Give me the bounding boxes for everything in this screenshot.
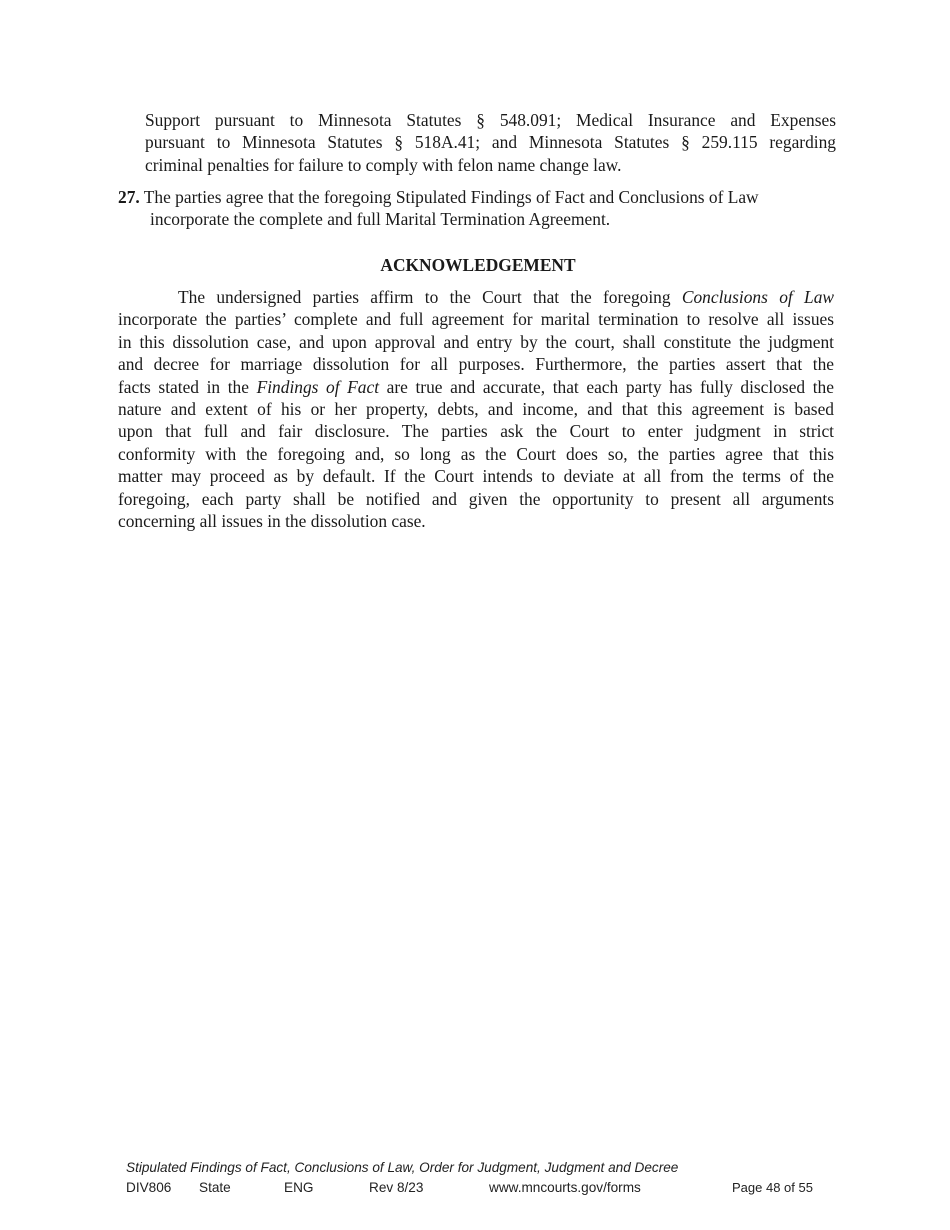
text-line: in this dissolution case, and upon approval and entry by the court, shall constitute the judgment (118, 331, 834, 352)
text-line: foregoing, each party shall be notified and given the opportunity to present all arguments (118, 488, 834, 509)
item-number: 27. (118, 187, 140, 207)
acknowledgement-paragraph (118, 286, 834, 532)
text-run: facts stated in the (118, 376, 249, 397)
item-text-line-2: incorporate the complete and full Marital Termination Agreement. (150, 209, 611, 230)
footer-language: ENG (284, 1180, 314, 1195)
text-line (118, 376, 834, 398)
continuation-paragraph (145, 109, 836, 176)
numbered-item-27 (118, 186, 838, 231)
footer-revision: Rev 8/23 (369, 1180, 424, 1195)
footer-meta-row (126, 1180, 846, 1200)
footer-form-id: DIV806 (126, 1180, 172, 1195)
footer-url: www.mncourts.gov/forms (489, 1180, 641, 1195)
text-line: pursuant to Minnesota Statutes § 518A.41; and Minnesota Statutes § 259.115 regarding (145, 132, 836, 153)
italic-term: Findings of Fact (256, 376, 380, 397)
text-line: conformity with the foregoing and, so long as the Court does so, the parties agree that this (118, 443, 834, 464)
item-text-line-1: The parties agree that the foregoing Stipulated Findings of Fact and Conclusions of Law (143, 187, 759, 207)
text-line: and decree for marriage dissolution for all purposes. Furthermore, the parties assert that the (118, 354, 834, 375)
text-run: are true and accurate, that each party has fully disclosed the (386, 376, 834, 397)
footer-document-title: Stipulated Findings of Fact, Conclusions of Law, Order for Judgment, Judgment and Decree (126, 1160, 679, 1175)
text-line: nature and extent of his or her property, debts, and income, and that this agreement is based (118, 399, 834, 420)
text-line: criminal penalties for failure to comply with felon name change law. (145, 154, 622, 175)
footer-page-number: Page 48 of 55 (732, 1180, 813, 1195)
text-line: Support pursuant to Minnesota Statutes § 548.091; Medical Insurance and Expenses (145, 110, 836, 130)
text-line: matter may proceed as by default. If the Court intends to deviate at all from the terms of the (118, 466, 834, 487)
section-heading: ACKNOWLEDGEMENT (380, 255, 576, 275)
footer-jurisdiction: State (199, 1180, 231, 1195)
text-line: upon that full and fair disclosure. The parties ask the Court to enter judgment in strict (118, 421, 834, 442)
page-footer (126, 1160, 846, 1200)
italic-term: Conclusions of Law (681, 287, 834, 307)
text-line: concerning all issues in the dissolution case. (118, 511, 426, 532)
text-run: The undersigned parties affirm to the Court that the foregoing (178, 287, 671, 307)
text-line: incorporate the parties’ complete and full agreement for marital termination to resolve all issues (118, 309, 834, 330)
text-line (118, 286, 834, 308)
